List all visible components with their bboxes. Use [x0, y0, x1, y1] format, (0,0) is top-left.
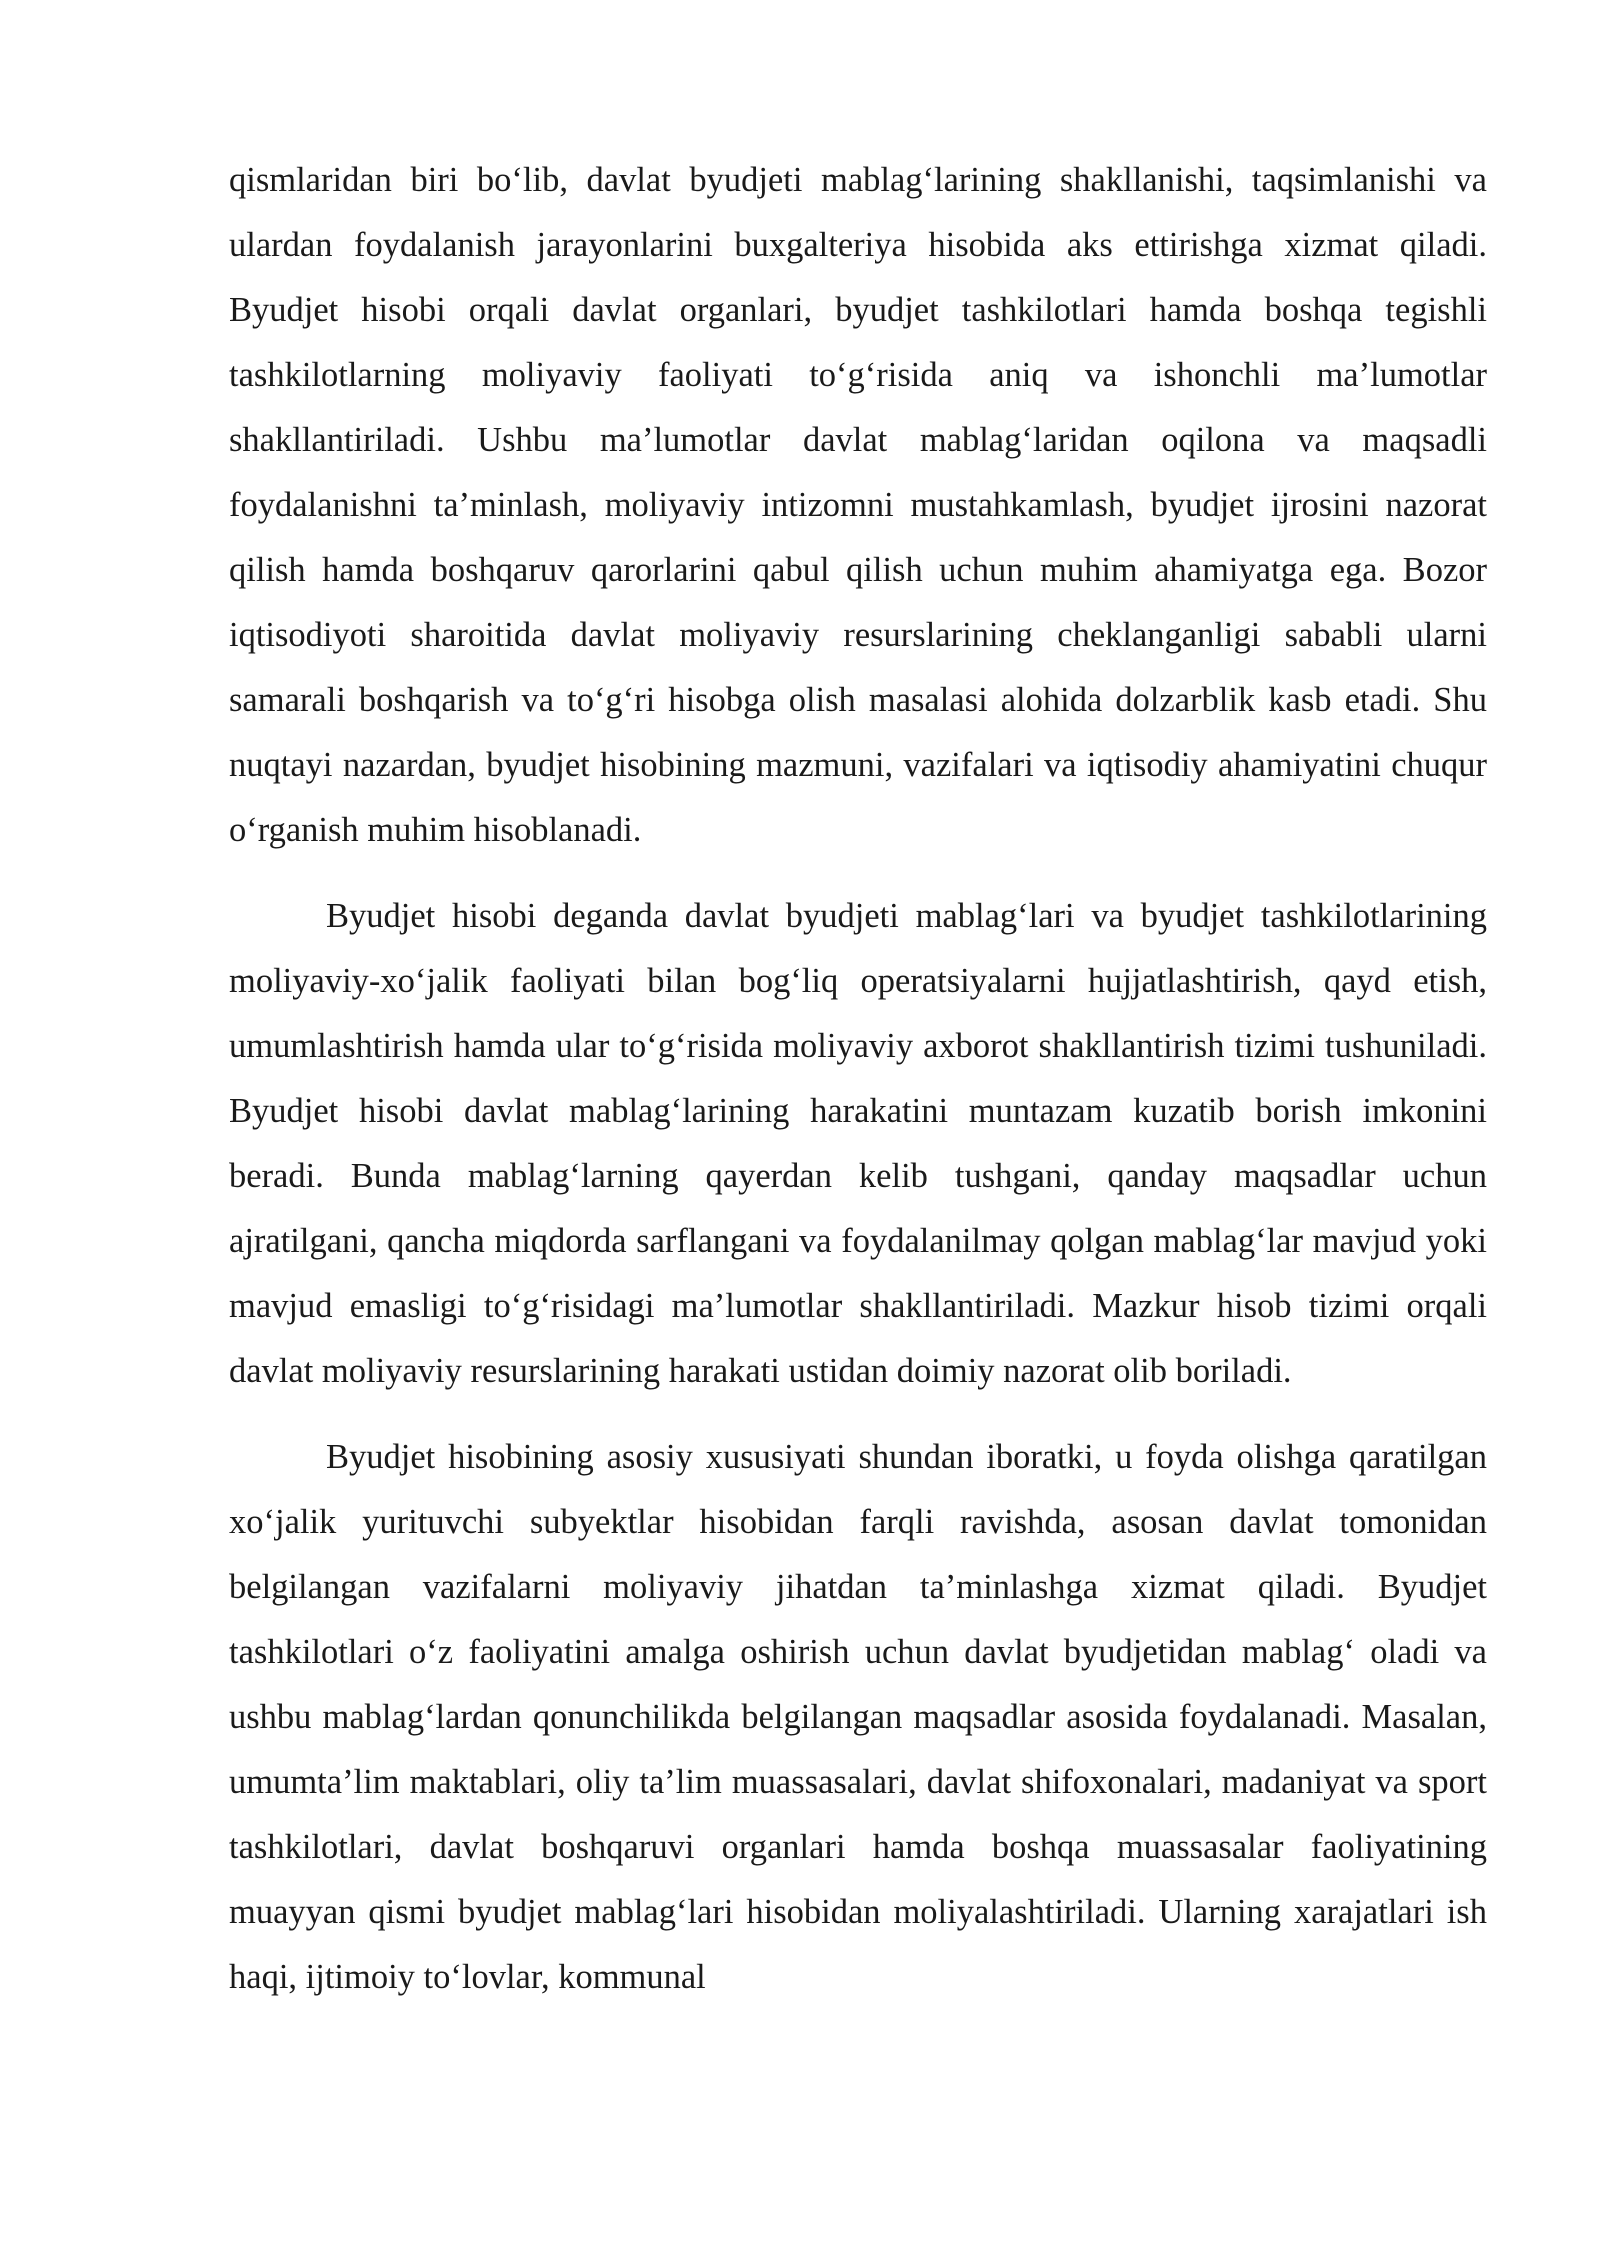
paragraph-3: Byudjet hisobining asosiy xususiyati shundan iboratki, u foyda olishga qaratilgan xo‘jalik yurituvchi subyektlar hisobidan farqli ravishda, asosan davlat tomonidan belgilangan vazifalarni moliyaviy jihatdan ta’minlashga xizmat qiladi. Byudjet tashkilotlari o‘z faoliyatini amalga oshirish uchun davlat byudjetidan mablag‘ oladi va ushbu mablag‘lardan qonunchilikda belgilangan maqsadlar asosida foydalanadi. Masalan, umumta’lim maktablari, oliy ta’lim muassasalari, davlat shifoxonalari, madaniyat va sport tashkilotlari, davlat boshqaruvi organlari hamda boshqa muassasalar faoliyatining muayyan qismi byudjet mablag‘lari hisobidan moliyalashtiriladi. Ularning xarajatlari ish haqi, ijtimoiy to‘lovlar, kommunal [229, 1438, 1487, 1996]
paragraph-1: qismlaridan biri bo‘lib, davlat byudjeti mablag‘larining shakllanishi, taqsimlanishi va ulardan foydalanish jarayonlarini buxgalteriya hisobida aks ettirishga xizmat qiladi. Byudjet hisobi orqali davlat organlari, byudjet tashkilotlari hamda boshqa tegishli tashkilotlarning moliyaviy faoliyati to‘g‘risida aniq va ishonchli ma’lumotlar shakllantiriladi. Ushbu ma’lumotlar davlat mablag‘laridan oqilona va maqsadli foydalanishni ta’minlash, moliyaviy intizomni mustahkamlash, byudjet ijrosini nazorat qilish hamda boshqaruv qarorlarini qabul qilish uchun muhim ahamiyatga ega. Bozor iqtisodiyoti sharoitida davlat moliyaviy resurslarining cheklanganligi sababli ularni samarali boshqarish va to‘g‘ri hisobga olish masalasi alohida dolzarblik kasb etadi. Shu nuqtayi nazardan, byudjet hisobining mazmuni, vazifalari va iqtisodiy ahamiyatini chuqur o‘rganish muhim hisoblanadi. [229, 161, 1487, 849]
paragraph-2: Byudjet hisobi deganda davlat byudjeti mablag‘lari va byudjet tashkilotlarining moliyaviy-xo‘jalik faoliyati bilan bog‘liq operatsiyalarni hujjatlashtirish, qayd etish, umumlashtirish hamda ular to‘g‘risida moliyaviy axborot shakllantirish tizimi tushuniladi. Byudjet hisobi davlat mablag‘larining harakatini muntazam kuzatib borish imkonini beradi. Bunda mablag‘larning qayerdan kelib tushgani, qanday maqsadlar uchun ajratilgani, qancha miqdorda sarflangani va foydalanilmay qolgan mablag‘lar mavjud yoki mavjud emasligi to‘g‘risidagi ma’lumotlar shakllantiriladi. Mazkur hisob tizimi orqali davlat moliyaviy resurslarining harakati ustidan doimiy nazorat olib boriladi. [229, 897, 1487, 1390]
document-body [229, 148, 1487, 2031]
